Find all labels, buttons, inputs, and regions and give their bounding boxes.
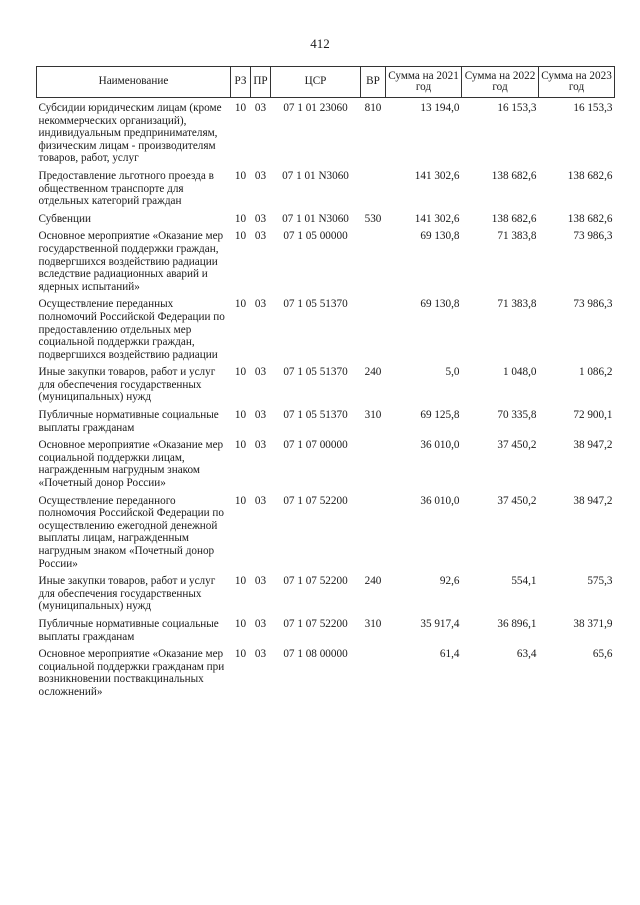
table-row xyxy=(37,225,615,293)
cell-pr: 03 xyxy=(254,409,267,422)
cell-vr: 310 xyxy=(364,409,382,422)
page-number: 412 xyxy=(310,36,330,51)
cell-sum-2023: 73 986,3 xyxy=(573,230,613,243)
table-row xyxy=(37,434,615,489)
cell-vr: 240 xyxy=(364,366,382,379)
cell-name: Основное мероприятие «Оказание мер социальной поддержки лицам, награжденным нагрудным знаком «Почетный донор России» xyxy=(38,439,224,490)
cell-pr: 03 xyxy=(254,648,267,661)
cell-sum-2021: 61,4 xyxy=(439,648,460,661)
cell-sum-2021: 13 194,0 xyxy=(420,102,460,114)
cell-name: Основное мероприятие «Оказание мер государственной поддержки граждан, подвергшихся воздействию радиации вследствие радиационных аварий и ядерных испытаний» xyxy=(38,230,224,293)
cell-sum-2023: 38 947,2 xyxy=(573,494,613,507)
cell-sum-2021: 69 130,8 xyxy=(420,230,460,243)
cell-name: Осуществление переданного полномочия Российской Федерации по осуществлению ежегодной денежной выплаты лицам, награжденным нагрудным знаком «Почетный донор России» xyxy=(38,494,224,570)
cell-sum-2022: 70 335,8 xyxy=(497,409,537,422)
cell-rz: 10 xyxy=(234,298,247,311)
cell-rz: 10 xyxy=(234,230,247,243)
cell-sum-2023: 138 682,6 xyxy=(567,169,613,182)
cell-name: Субвенции xyxy=(38,212,91,225)
cell-sum-2021: 92,6 xyxy=(439,575,460,588)
table-row xyxy=(37,293,615,361)
cell-sum-2022: 554,1 xyxy=(511,575,537,588)
table-row xyxy=(37,361,615,404)
cell-sum-2021: 141 302,6 xyxy=(414,212,460,225)
cell-sum-2022: 138 682,6 xyxy=(491,169,537,182)
cell-csr: 07 1 07 52200 xyxy=(283,575,348,588)
cell-pr: 03 xyxy=(254,230,267,243)
table-row xyxy=(37,490,615,571)
cell-rz: 10 xyxy=(234,212,247,225)
cell-vr xyxy=(361,434,386,489)
header-csr: ЦСР xyxy=(271,67,361,98)
cell-csr: 07 1 05 51370 xyxy=(283,366,348,379)
cell-name: Предоставление льготного проезда в общественном транспорте для отдельных категорий граждан xyxy=(38,169,214,208)
cell-sum-2022: 63,4 xyxy=(516,648,537,661)
header-sum-2021: Сумма на 2021 год xyxy=(386,67,462,98)
table-row xyxy=(37,404,615,434)
cell-csr: 07 1 05 00000 xyxy=(283,230,348,243)
cell-rz: 10 xyxy=(234,169,247,182)
cell-vr xyxy=(361,293,386,361)
cell-vr: 310 xyxy=(364,617,382,630)
cell-sum-2022: 71 383,8 xyxy=(497,298,537,311)
header-sum-2023: Сумма на 2023 год xyxy=(539,67,615,98)
cell-sum-2023: 72 900,1 xyxy=(573,409,613,422)
cell-sum-2022: 138 682,6 xyxy=(491,212,537,225)
cell-pr: 03 xyxy=(254,575,267,588)
cell-rz: 10 xyxy=(234,366,247,379)
table-row xyxy=(37,570,615,613)
cell-pr: 03 xyxy=(254,169,267,182)
header-row xyxy=(37,67,615,98)
cell-sum-2021: 35 917,4 xyxy=(420,617,460,630)
cell-name: Основное мероприятие «Оказание мер социальной поддержки гражданам при возникновении поствакцинальных осложнений» xyxy=(38,648,225,698)
table-row xyxy=(37,165,615,208)
cell-rz: 10 xyxy=(234,102,247,114)
cell-csr: 07 1 05 51370 xyxy=(283,409,348,422)
header-vr: ВР xyxy=(361,67,386,98)
cell-pr: 03 xyxy=(254,366,267,379)
cell-sum-2021: 69 130,8 xyxy=(420,298,460,311)
cell-pr: 03 xyxy=(254,102,267,114)
cell-sum-2021: 36 010,0 xyxy=(420,439,460,452)
cell-csr: 07 1 08 00000 xyxy=(283,648,348,661)
header-pr: ПР xyxy=(251,67,271,98)
cell-rz: 10 xyxy=(234,575,247,588)
cell-sum-2021: 69 125,8 xyxy=(420,409,460,422)
cell-sum-2022: 37 450,2 xyxy=(497,494,537,507)
cell-sum-2021: 36 010,0 xyxy=(420,494,460,507)
cell-rz: 10 xyxy=(234,617,247,630)
cell-rz: 10 xyxy=(234,409,247,422)
cell-sum-2023: 38 947,2 xyxy=(573,439,613,452)
cell-sum-2023: 16 153,3 xyxy=(573,102,613,114)
cell-sum-2023: 1 086,2 xyxy=(578,366,613,379)
cell-rz: 10 xyxy=(234,439,247,452)
cell-name: Субсидии юридическим лицам (кроме некоммерческих организаций), индивидуальным предпринимателям, физическим лицам - производителям товаров, работ, услуг xyxy=(38,102,222,165)
cell-csr: 07 1 01 23060 xyxy=(283,102,348,114)
cell-csr: 07 1 05 51370 xyxy=(283,298,348,311)
cell-vr: 810 xyxy=(364,102,382,114)
cell-pr: 03 xyxy=(254,298,267,311)
table-row xyxy=(37,643,615,698)
cell-sum-2022: 71 383,8 xyxy=(497,230,537,243)
cell-vr xyxy=(361,490,386,571)
cell-sum-2023: 73 986,3 xyxy=(573,298,613,311)
cell-name: Публичные нормативные социальные выплаты гражданам xyxy=(38,409,219,434)
table-row xyxy=(37,98,615,165)
cell-pr: 03 xyxy=(254,617,267,630)
cell-vr xyxy=(361,165,386,208)
table-body xyxy=(37,98,615,699)
budget-table xyxy=(36,66,615,699)
cell-pr: 03 xyxy=(254,494,267,507)
cell-sum-2023: 138 682,6 xyxy=(567,212,613,225)
cell-sum-2021: 5,0 xyxy=(445,366,460,379)
cell-sum-2022: 1 048,0 xyxy=(502,366,537,379)
cell-csr: 07 1 01 N3060 xyxy=(282,169,349,182)
cell-pr: 03 xyxy=(254,439,267,452)
cell-csr: 07 1 07 52200 xyxy=(283,617,348,630)
table-row xyxy=(37,613,615,643)
cell-vr xyxy=(361,643,386,698)
cell-sum-2023: 575,3 xyxy=(587,575,613,588)
cell-name: Осуществление переданных полномочий Российской Федерации по предоставлению отдельных мер социальной поддержки граждан, подвергшихся воздействию радиации xyxy=(38,298,225,361)
cell-pr: 03 xyxy=(254,212,267,225)
table-row xyxy=(37,208,615,226)
cell-sum-2022: 36 896,1 xyxy=(497,617,537,630)
cell-rz: 10 xyxy=(234,648,247,661)
cell-name: Иные закупки товаров, работ и услуг для обеспечения государственных (муниципальных) нужд xyxy=(38,366,216,404)
header-sum-2022: Сумма на 2022 год xyxy=(462,67,539,98)
cell-sum-2022: 16 153,3 xyxy=(497,102,537,114)
cell-sum-2022: 37 450,2 xyxy=(497,439,537,452)
cell-csr: 07 1 07 52200 xyxy=(283,494,348,507)
cell-name: Иные закупки товаров, работ и услуг для обеспечения государственных (муниципальных) нужд xyxy=(38,575,216,613)
cell-vr: 240 xyxy=(364,575,382,588)
cell-vr: 530 xyxy=(364,212,382,225)
cell-sum-2023: 65,6 xyxy=(592,648,613,661)
cell-name: Публичные нормативные социальные выплаты гражданам xyxy=(38,617,219,643)
header-rz: РЗ xyxy=(231,67,251,98)
cell-csr: 07 1 01 N3060 xyxy=(282,212,349,225)
cell-rz: 10 xyxy=(234,494,247,507)
cell-sum-2021: 141 302,6 xyxy=(414,169,460,182)
header-name: Наименование xyxy=(37,67,231,98)
cell-sum-2023: 38 371,9 xyxy=(573,617,613,630)
cell-csr: 07 1 07 00000 xyxy=(283,439,348,452)
table-header xyxy=(37,67,615,98)
cell-vr xyxy=(361,225,386,293)
